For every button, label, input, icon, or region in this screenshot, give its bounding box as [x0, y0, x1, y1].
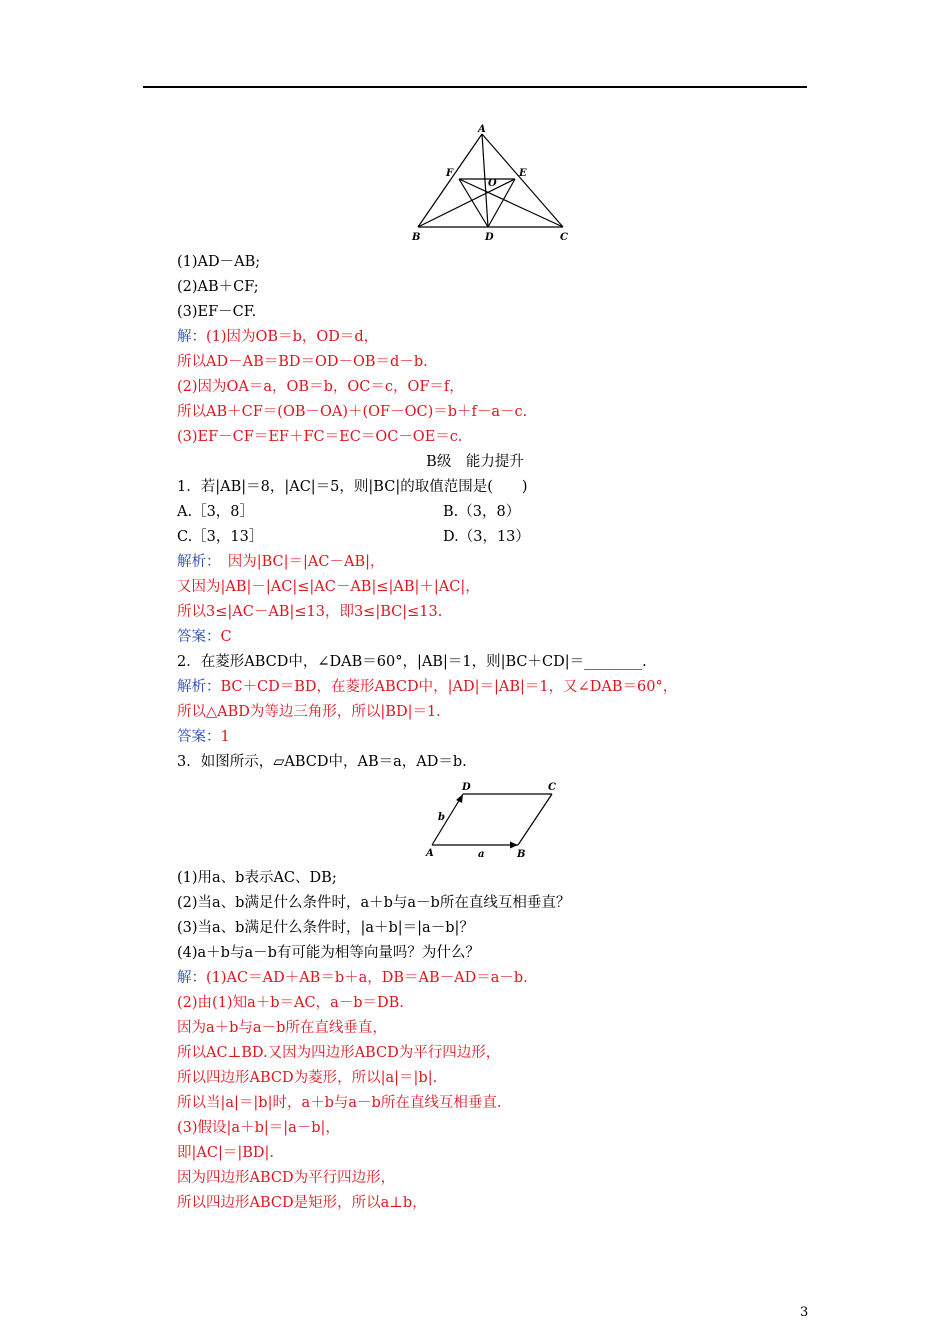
q3-solution-text: (1)AC＝AD＋AB＝b＋a，DB＝AB－AD＝a－b. — [206, 970, 528, 986]
solution-label: 解： — [177, 329, 206, 345]
q3-solution-label: 解： — [177, 970, 206, 986]
q3-item-4: (4)a＋b与a－b有可能为相等向量吗？为什么？ — [177, 945, 480, 961]
triangle-figure — [408, 122, 578, 244]
q3-solution-line-3: 因为a＋b与a－b所在直线垂直， — [177, 1020, 387, 1036]
q3-item-2: (2)当a、b满足什么条件时，a＋b与a－b所在直线互相垂直？ — [177, 895, 571, 911]
q3-stem: 3．如图所示，▱ABCD中，AB＝a，AD＝b. — [177, 754, 467, 770]
fig1-label-C: C — [560, 232, 568, 243]
q3-item-3: (3)当a、b满足什么条件时，|a＋b|＝|a－b|？ — [177, 920, 474, 936]
q3-solution-line-1 — [177, 968, 528, 988]
section-title: B级 能力提升 — [426, 454, 524, 470]
prev-solution-line-4: 所以AB＋CF＝(OB－OA)＋(OF－OC)＝b＋f－a－c. — [177, 404, 528, 420]
prev-solution-line-5: (3)EF－CF＝EF＋FC＝EC＝OC－OE＝c. — [177, 429, 463, 445]
fig1-label-E: E — [519, 168, 527, 179]
q3-solution-line-8: 即|AC|＝|BD|. — [177, 1145, 274, 1161]
q3-solution-line-6: 所以当|a|＝|b|时，a＋b与a－b所在直线互相垂直. — [177, 1095, 502, 1111]
q3-solution-line-4: 所以AC⊥BD.又因为四边形ABCD为平行四边形， — [177, 1045, 501, 1061]
q3-solution-line-5: 所以四边形ABCD为菱形，所以|a|＝|b|. — [177, 1070, 438, 1086]
q3-solution-line-7: (3)假设|a＋b|＝|a－b|， — [177, 1120, 340, 1136]
q3-item-1: (1)用a、b表示AC、DB; — [177, 870, 337, 886]
q1-solution-line-2: 又因为|AB|－|AC|≤|AC－AB|≤|AB|＋|AC|， — [177, 579, 480, 595]
q1-answer — [177, 627, 232, 647]
prev-solution-line-3: (2)因为OA＝a，OB＝b，OC＝c，OF＝f， — [177, 379, 464, 395]
q3-solution-line-2: (2)由(1)知a＋b＝AC，a－b＝DB. — [177, 995, 404, 1011]
q1-solution-label: 解析： — [177, 554, 214, 570]
q2-stem: 2．在菱形ABCD中，∠DAB＝60°，|AB|＝1，则|BC＋CD|＝________. — [177, 654, 647, 670]
q3-solution-line-10: 所以四边形ABCD是矩形，所以a⊥b， — [177, 1195, 427, 1211]
fig1-label-A: A — [478, 124, 486, 135]
header-rule — [143, 86, 807, 88]
q3-solution-line-9: 因为四边形ABCD为平行四边形， — [177, 1170, 396, 1186]
prev-item-2: (2)AB＋CF; — [177, 279, 259, 295]
page-number: 3 — [800, 1305, 809, 1320]
fig2-label-a: a — [478, 849, 485, 860]
prev-item-1: (1)AD－AB; — [177, 254, 261, 270]
fig1-label-O: O — [488, 178, 497, 189]
prev-solution-line-2: 所以AD－AB＝BD＝OD－OB＝d－b. — [177, 354, 428, 370]
q1-solution-line-3: 所以3≤|AC－AB|≤13，即3≤|BC|≤13. — [177, 604, 443, 620]
q1-option-d: D.（3，13） — [443, 529, 530, 545]
q1-answer-value: C — [220, 629, 232, 645]
q2-solution-line-2: 所以△ABD为等边三角形，所以|BD|＝1. — [177, 704, 441, 720]
q2-solution-line-1 — [177, 677, 677, 697]
q1-option-c: C.［3，13］ — [177, 529, 264, 545]
q1-solution-text: 因为|BC|＝|AC－AB|， — [213, 554, 385, 570]
prev-item-3: (3)EF－CF. — [177, 304, 257, 320]
q2-solution-text: BC＋CD＝BD，在菱形ABCD中，|AD|＝|AB|＝1，又∠DAB＝60°， — [220, 679, 678, 695]
fig1-label-D: D — [485, 232, 494, 243]
fig2-label-C: C — [548, 782, 556, 793]
q1-option-b: B.（3，8） — [443, 504, 521, 520]
q2-answer — [177, 727, 230, 747]
q2-solution-label: 解析： — [177, 679, 221, 695]
fig2-label-B: B — [517, 849, 526, 860]
parallelogram-figure — [422, 778, 562, 860]
q1-stem: 1．若|AB|＝8，|AC|＝5，则|BC|的取值范围是( ) — [177, 479, 528, 495]
q2-answer-value: 1 — [220, 729, 230, 745]
prev-solution-line-1 — [177, 327, 378, 347]
q2-answer-label: 答案： — [177, 729, 221, 745]
fig2-label-b: b — [438, 812, 445, 823]
q1-solution-line-1 — [177, 552, 385, 572]
q1-answer-label: 答案： — [177, 629, 221, 645]
fig1-label-F: F — [446, 168, 454, 179]
fig2-label-D: D — [462, 782, 471, 793]
q1-option-a: A.［3，8］ — [177, 504, 255, 520]
fig2-label-A: A — [426, 848, 434, 859]
solution-text: (1)因为OB＝b，OD＝d， — [206, 329, 379, 345]
fig1-label-B: B — [412, 232, 421, 243]
